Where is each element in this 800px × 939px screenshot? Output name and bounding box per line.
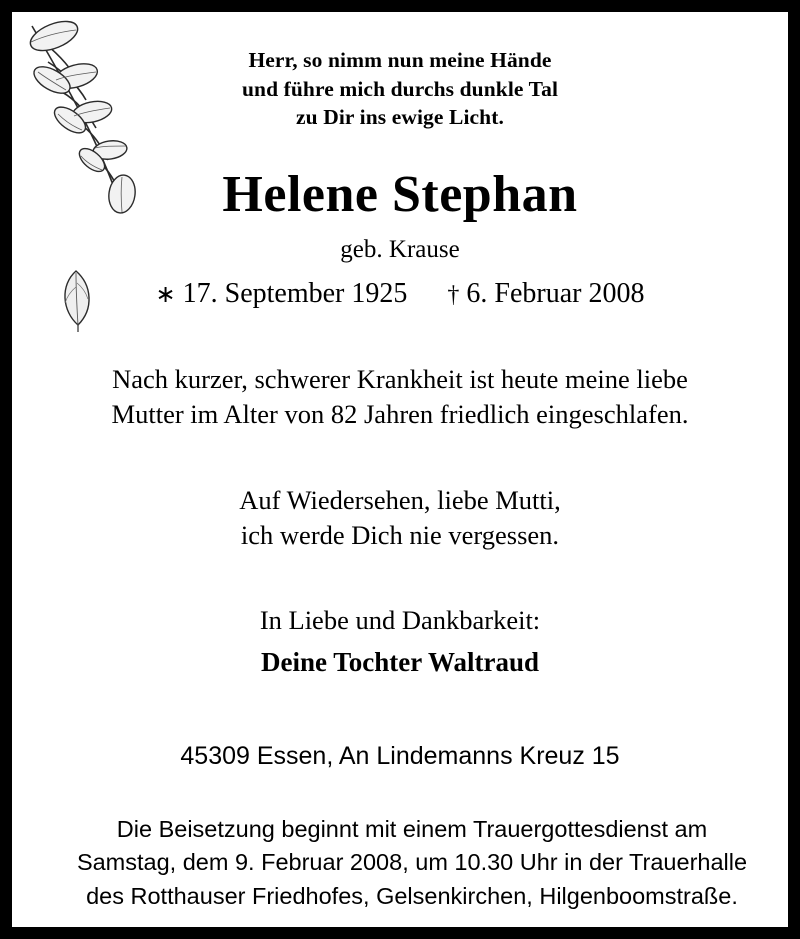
surviving-relative: Deine Tochter Waltraud xyxy=(260,647,540,678)
funeral-line-3: des Rotthauser Friedhofes, Gelsenkirchen, Hilgenboomstraße. xyxy=(86,882,738,909)
maiden-name: geb. Krause xyxy=(340,236,460,264)
funeral-line-1: Die Beisetzung beginnt mit einem Trauergottesdienst am xyxy=(116,815,708,842)
gratitude-line: In Liebe und Dankbarkeit: xyxy=(259,605,541,635)
main-text-line-1: Nach kurzer, schwerer Krankheit ist heute meine liebe xyxy=(112,364,688,395)
death-symbol: † xyxy=(447,281,460,308)
funeral-line-2: Samstag, dem 9. Februar 2008, um 10.30 Uhr in der Trauerhalle xyxy=(76,849,748,876)
main-text-line-2: Mutter im Alter von 82 Jahren friedlich eingeschlafen. xyxy=(111,399,689,430)
verse-line-2: und führe mich durchs dunkle Tal xyxy=(241,76,559,101)
farewell-line-2: ich werde Dich nie vergessen. xyxy=(240,519,560,550)
obituary-card xyxy=(9,9,791,930)
obituary-content xyxy=(12,12,788,927)
farewell-block xyxy=(40,483,760,553)
gratitude-block xyxy=(40,603,760,638)
verse-line-3: zu Dir ins ewige Licht. xyxy=(296,105,504,130)
address-line: 45309 Essen, An Lindemanns Kreuz 15 xyxy=(180,741,620,770)
life-dates xyxy=(40,278,760,310)
funeral-details-block xyxy=(40,813,784,914)
farewell-line-1: Auf Wiedersehen, liebe Mutti, xyxy=(239,484,561,515)
verse-block xyxy=(140,46,660,132)
death-date: 6. Februar 2008 xyxy=(466,277,645,309)
verse-line-1: Herr, so nimm nun meine Hände xyxy=(248,48,552,72)
birth-date: 17. September 1925 xyxy=(182,277,408,309)
deceased-name: Helene Stephan xyxy=(222,165,578,223)
main-text-block xyxy=(40,362,760,432)
birth-symbol: ∗ xyxy=(155,281,176,308)
